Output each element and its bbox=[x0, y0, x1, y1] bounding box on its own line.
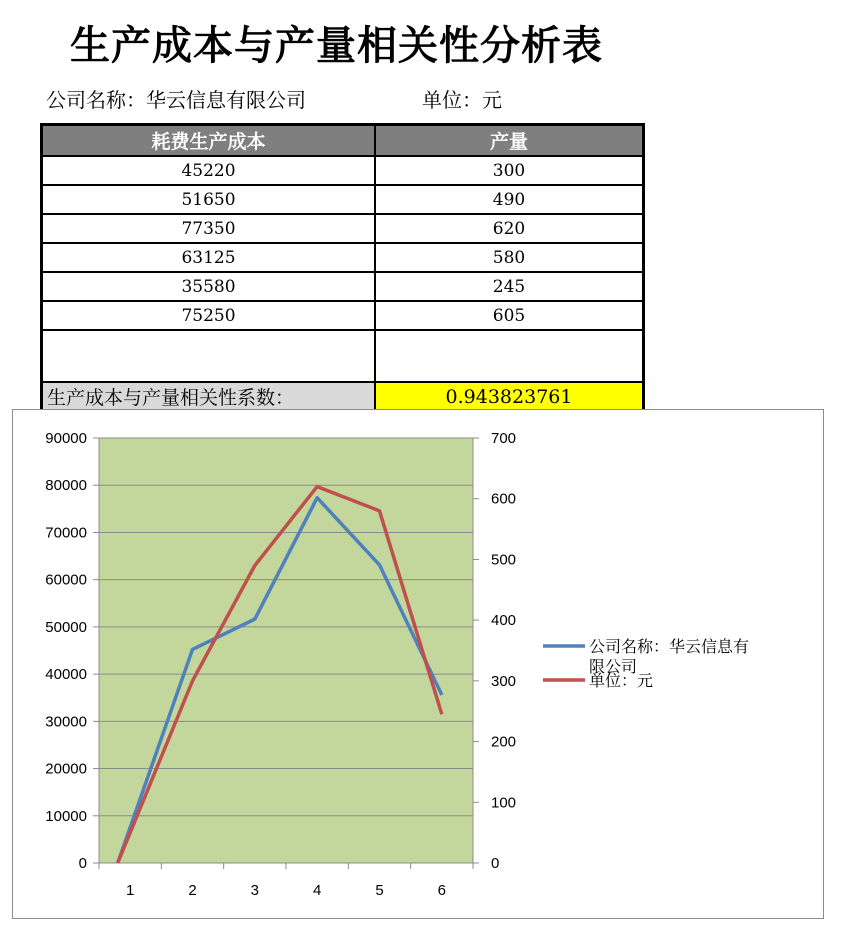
x-axis-tick-label: 3 bbox=[250, 882, 260, 899]
table-row bbox=[42, 214, 644, 243]
output-cell: 490 bbox=[375, 185, 644, 214]
table-row bbox=[42, 301, 644, 330]
page-title: 生产成本与产量相关性分析表 bbox=[70, 23, 603, 69]
chart-svg bbox=[13, 410, 823, 918]
blank-cell bbox=[42, 330, 376, 382]
cost-cell: 35580 bbox=[42, 272, 376, 301]
company-name: 公司名称：华云信息有限公司 bbox=[46, 88, 306, 112]
cost-cell: 75250 bbox=[42, 301, 376, 330]
plot-area bbox=[99, 438, 473, 863]
table-row bbox=[42, 185, 644, 214]
right-axis-tick-label: 100 bbox=[491, 794, 517, 812]
left-axis-tick-label: 20000 bbox=[45, 760, 87, 778]
x-axis-tick-label: 5 bbox=[375, 882, 384, 899]
data-table bbox=[40, 123, 645, 413]
unit-label: 单位：元 bbox=[422, 88, 502, 112]
output-cell: 580 bbox=[375, 243, 644, 272]
right-axis-tick-label: 0 bbox=[491, 855, 500, 872]
left-axis-tick-label: 50000 bbox=[45, 618, 87, 636]
left-axis-tick-label: 30000 bbox=[45, 713, 87, 731]
left-axis-tick-label: 90000 bbox=[45, 430, 87, 447]
output-cell: 300 bbox=[375, 156, 644, 185]
table-row bbox=[42, 272, 644, 301]
left-axis-tick-label: 0 bbox=[78, 855, 87, 872]
cost-cell: 51650 bbox=[42, 185, 376, 214]
legend-label-1: 公司名称：华云信息有限公司 bbox=[589, 637, 750, 676]
right-axis-tick-label: 600 bbox=[491, 490, 517, 508]
x-axis-tick-label: 6 bbox=[437, 882, 447, 899]
blank-row bbox=[42, 330, 644, 382]
right-axis-tick-label: 300 bbox=[491, 672, 517, 690]
column-header-cost: 耗费生产成本 bbox=[42, 125, 376, 157]
output-cell: 605 bbox=[375, 301, 644, 330]
output-cell: 620 bbox=[375, 214, 644, 243]
line-chart bbox=[12, 409, 824, 919]
blank-cell bbox=[375, 330, 644, 382]
cost-cell: 45220 bbox=[42, 156, 376, 185]
right-axis-tick-label: 400 bbox=[491, 612, 517, 630]
left-axis-tick-label: 40000 bbox=[45, 666, 87, 684]
left-axis-tick-label: 10000 bbox=[45, 807, 87, 825]
x-axis-tick-label: 4 bbox=[312, 882, 322, 899]
table-header-row bbox=[42, 125, 644, 157]
correlation-value: 0.943823761 bbox=[375, 382, 644, 412]
right-axis-tick-label: 500 bbox=[491, 551, 517, 569]
cost-cell: 77350 bbox=[42, 214, 376, 243]
cost-cell: 63125 bbox=[42, 243, 376, 272]
left-axis-tick-label: 80000 bbox=[45, 477, 87, 495]
right-axis-tick-label: 700 bbox=[491, 430, 517, 447]
x-axis-tick-label: 1 bbox=[125, 882, 135, 899]
left-axis-tick-label: 60000 bbox=[45, 571, 87, 589]
right-axis-tick-label: 200 bbox=[491, 733, 517, 751]
x-axis-tick-label: 2 bbox=[188, 882, 197, 899]
correlation-row bbox=[42, 382, 644, 412]
table-row bbox=[42, 156, 644, 185]
legend-label-2: 单位：元 bbox=[589, 671, 654, 690]
left-axis-tick-label: 70000 bbox=[45, 524, 87, 542]
table-row bbox=[42, 243, 644, 272]
column-header-output: 产量 bbox=[375, 125, 644, 157]
correlation-label: 生产成本与产量相关性系数： bbox=[42, 382, 376, 412]
output-cell: 245 bbox=[375, 272, 644, 301]
